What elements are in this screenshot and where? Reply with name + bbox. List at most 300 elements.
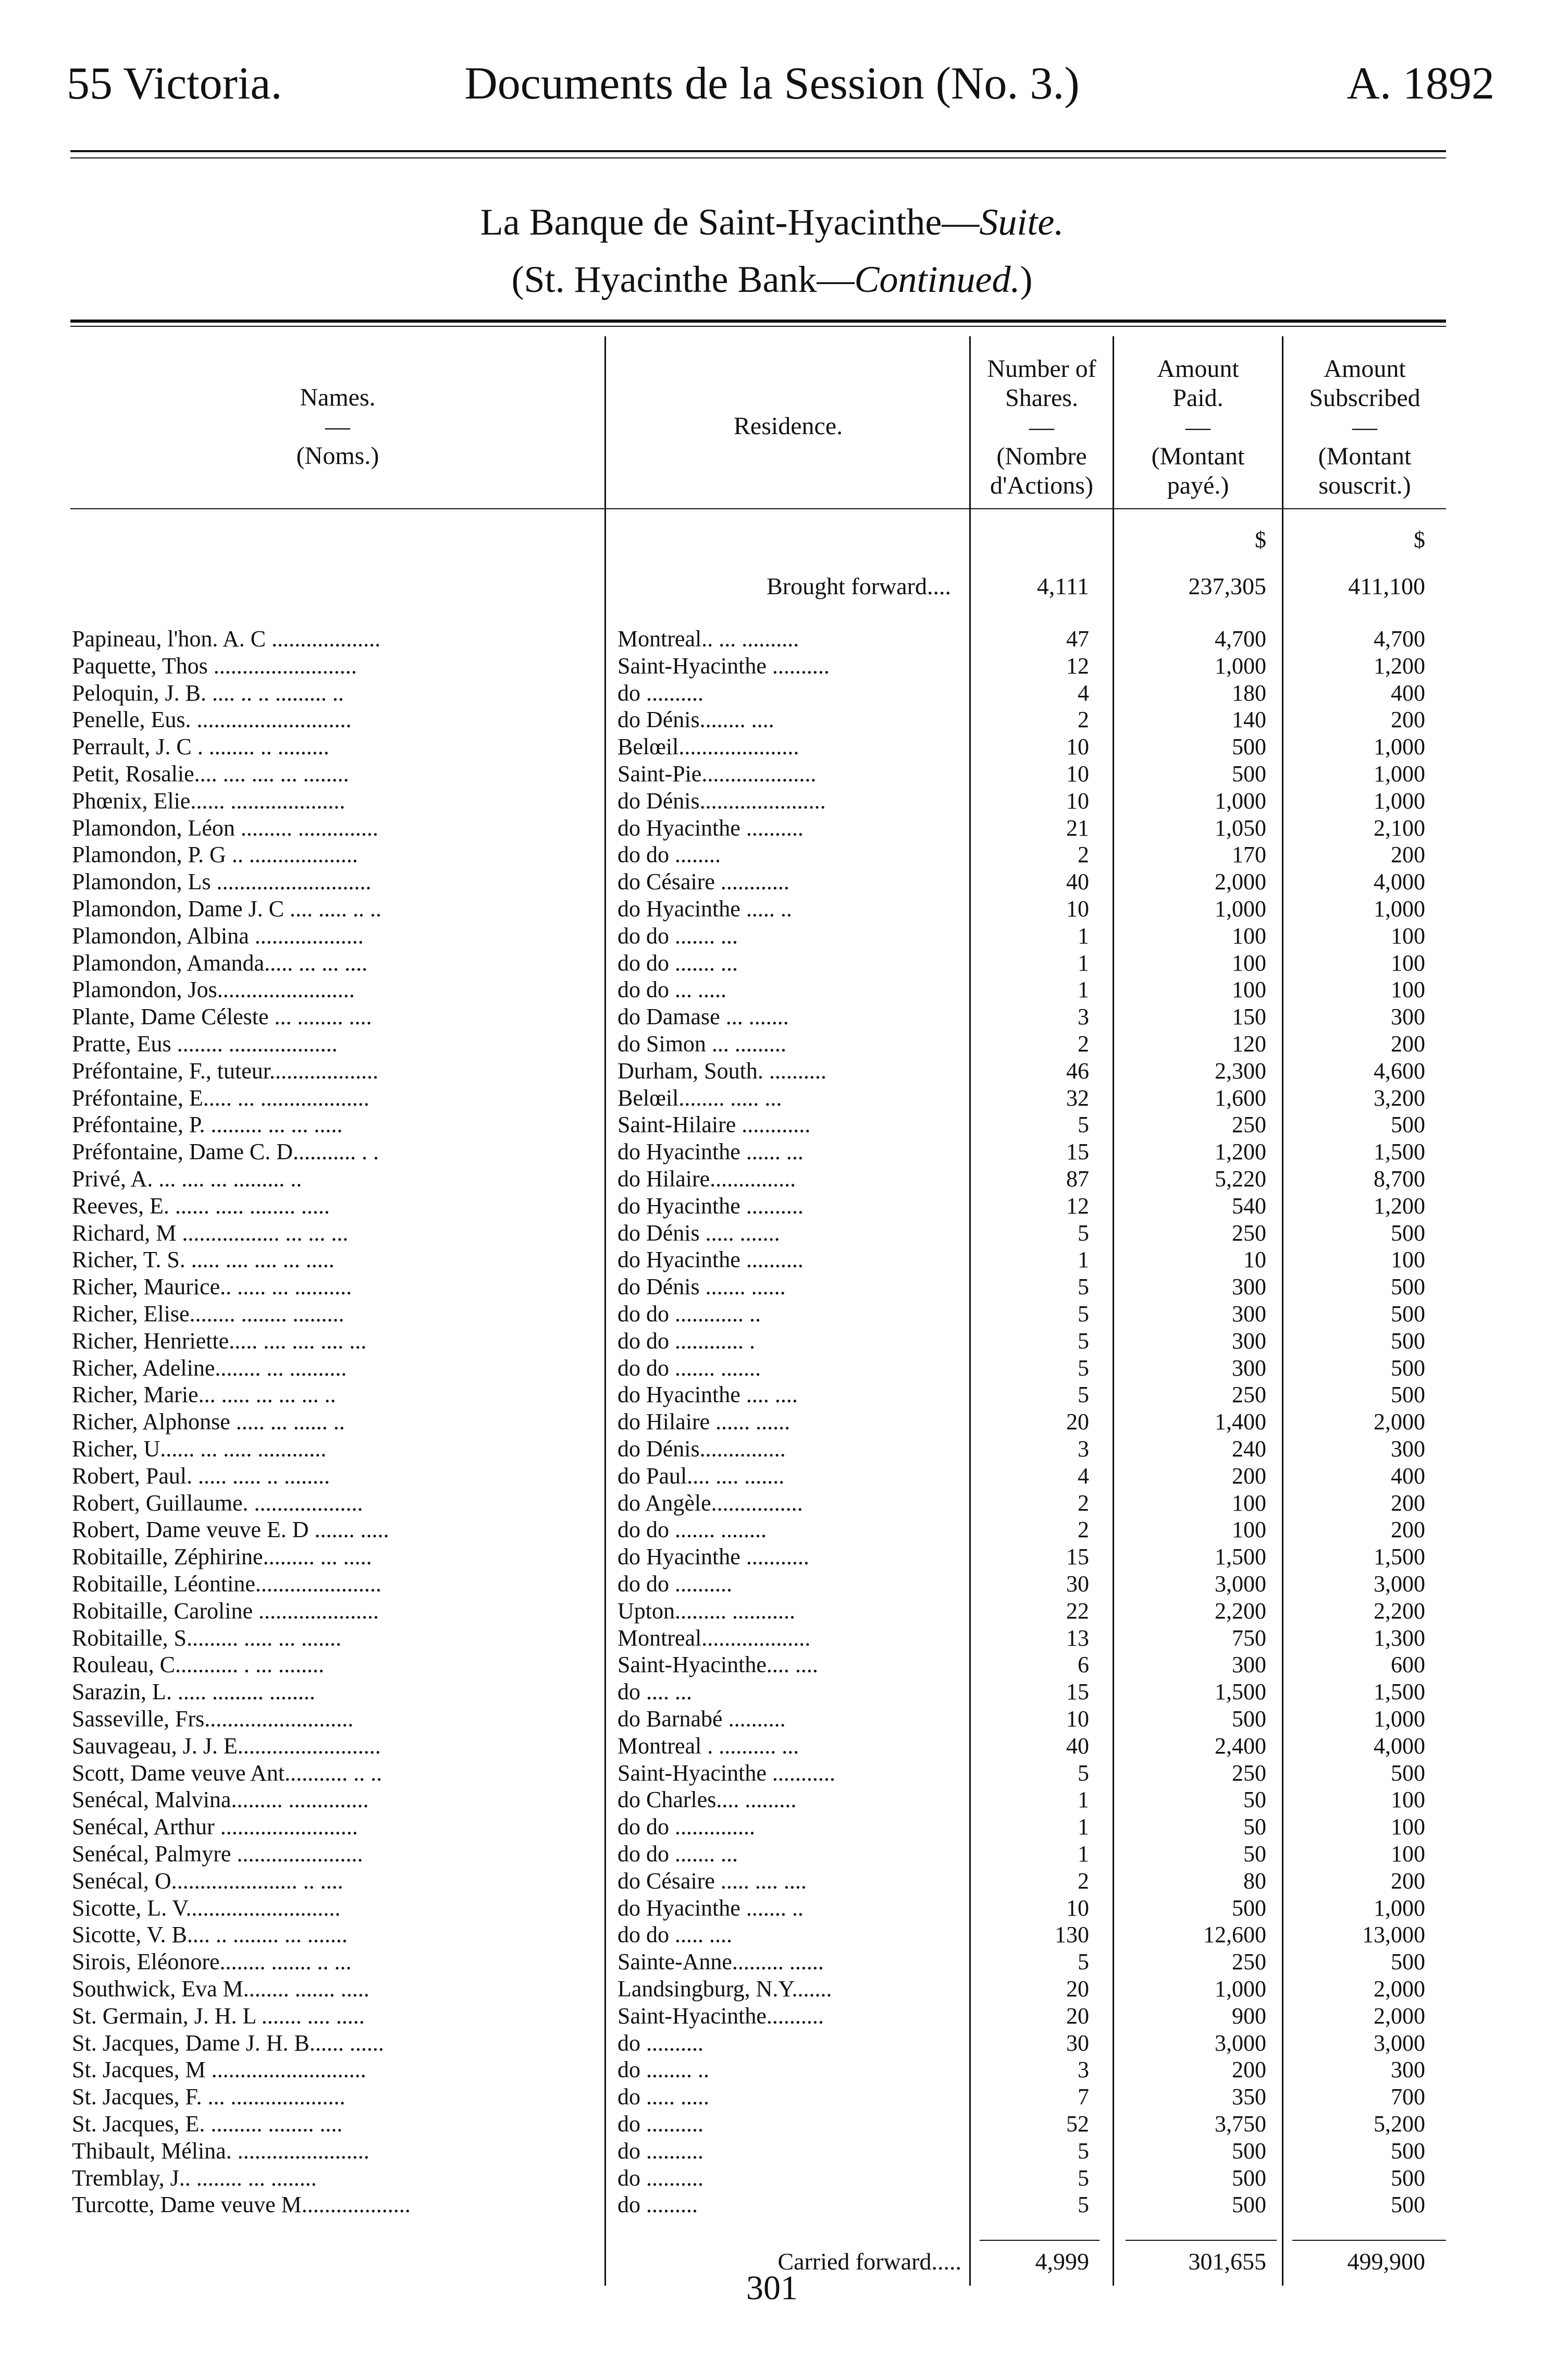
table-row [0,2083,1544,2111]
table-row [0,1868,1544,1895]
table-row [0,1490,1544,1517]
shareholder-name: Senécal, O...................... .. .... [72,1868,343,1894]
amount-subscribed: 100 [1391,1814,1425,1840]
amount-subscribed: 1,000 [1374,896,1425,922]
table-row [0,1193,1544,1220]
shareholder-residence: Belœil........ ..... ... [617,1085,782,1111]
shareholder-name: Richer, Adeline........ ... .......... [72,1355,347,1381]
shareholder-name: Petit, Rosalie.... .... .... ... ........ [72,761,349,787]
shares-count: 21 [1066,815,1089,841]
shares-count: 7 [1078,2084,1089,2110]
shares-count: 15 [1066,1679,1089,1705]
table-row [0,815,1544,842]
shares-count: 1 [1078,1247,1089,1273]
shareholder-residence: Montreal . .......... ... [617,1733,799,1759]
shares-count: 130 [1055,1922,1089,1948]
amount-paid: 1,200 [1215,1139,1266,1165]
amount-subscribed: 1,000 [1374,788,1425,814]
table-row [0,1760,1544,1787]
table-row [0,1921,1544,1948]
amount-paid: 1,000 [1215,1976,1266,2002]
shareholder-residence: do Charles.... ......... [617,1787,797,1813]
shares-count: 10 [1066,1706,1089,1732]
table-row [0,1381,1544,1408]
shareholder-name: Southwick, Eva M........ ....... ..... [72,1976,369,2002]
shareholder-residence: do Dénis............... [617,1436,786,1462]
amount-paid: 100 [1232,1490,1266,1516]
shareholder-residence: do Hilaire............... [617,1166,796,1192]
shareholder-residence: do Hyacinthe .... .... [617,1382,798,1408]
shareholder-name: Senécal, Arthur ........................ [72,1814,358,1840]
amount-paid: 1,500 [1215,1544,1266,1570]
shareholder-residence: do do ............ . [617,1328,755,1354]
shareholder-residence: do Dénis...................... [617,788,826,814]
amount-subscribed: 700 [1391,2084,1425,2110]
amount-paid: 2,200 [1215,1598,1266,1624]
column-header-shares-line: (Nombre [996,443,1087,470]
amount-subscribed: 100 [1391,1787,1425,1813]
shares-count: 2 [1078,842,1089,868]
amount-paid: 4,700 [1215,626,1266,652]
shares-count: 1 [1078,1814,1089,1840]
shareholder-residence: do Hilaire ...... ...... [617,1409,790,1435]
shareholder-name: Senécal, Palmyre ...................... [72,1841,363,1867]
carried-forward-label: Carried forward..... [777,2248,961,2275]
shareholder-name: Rouleau, C........... . ... ........ [72,1652,324,1678]
amount-paid: 200 [1232,2057,1266,2083]
shareholder-residence: Saint-Hilaire ............ [617,1112,811,1138]
shareholder-name: Turcotte, Dame veuve M................... [72,2192,411,2218]
shares-count: 5 [1078,2138,1089,2164]
currency-symbol-subscribed: $ [1414,527,1425,553]
shareholder-name: Phœnix, Elie...... .................... [72,788,345,814]
shareholder-residence: do Angèle................ [617,1490,803,1516]
shares-count: 5 [1078,1301,1089,1327]
amount-subscribed: 200 [1391,842,1425,868]
shareholder-name: Plante, Dame Céleste ... ........ .... [72,1004,372,1030]
shareholder-residence: do .......... [617,2111,703,2137]
shareholder-name: Privé, A. ... .... ... ......... .. [72,1166,302,1192]
shareholder-name: Richer, Elise........ ........ ......... [72,1301,344,1327]
shareholder-residence: do do .......... [617,1571,732,1597]
table-row [0,1003,1544,1030]
amount-paid: 500 [1232,2165,1266,2191]
table-row [0,1246,1544,1273]
amount-paid: 300 [1232,1355,1266,1381]
amount-subscribed: 3,200 [1374,1085,1425,1111]
shareholder-name: Scott, Dame veuve Ant........... .. .. [72,1760,382,1786]
amount-paid: 50 [1243,1787,1266,1813]
amount-subscribed: 500 [1391,1112,1425,1138]
amount-paid: 250 [1232,1949,1266,1975]
amount-subscribed: 100 [1391,950,1425,976]
shareholder-name: Robert, Guillaume. ................... [72,1490,363,1516]
shareholder-residence: do ........ .. [617,2057,709,2083]
shares-count: 10 [1066,761,1089,787]
column-header-names-line: — [325,413,350,440]
column-header-residence [607,412,969,441]
table-row [0,2165,1544,2192]
column-header-rule [70,508,1446,509]
amount-paid: 12,600 [1203,1922,1266,1948]
shareholder-residence: Montreal................... [617,1625,811,1651]
shareholder-name: St. Germain, J. H. L ....... .... ..... [72,2003,365,2029]
table-row [0,976,1544,1003]
amount-subscribed: 2,000 [1374,2003,1425,2029]
shareholder-residence: do Hyacinthe ........... [617,1544,809,1570]
table-row [0,2111,1544,2138]
amount-subscribed: 200 [1391,707,1425,733]
shareholder-residence: do Dénis ..... ....... [617,1220,780,1246]
column-header-shares-line: — [1029,413,1054,441]
table-row [0,1220,1544,1247]
shares-count: 30 [1066,1571,1089,1597]
shareholder-name: Robitaille, S......... ..... ... ....... [72,1625,341,1651]
shareholder-residence: do do ....... ........ [617,1517,767,1543]
amount-paid: 750 [1232,1625,1266,1651]
shares-count: 5 [1078,1949,1089,1975]
shareholder-residence: do Simon ... ......... [617,1031,786,1057]
shareholder-residence: do Hyacinthe .......... [617,1193,804,1219]
shares-count: 10 [1066,734,1089,760]
column-header-paid-line: Paid. [1172,384,1224,412]
amount-subscribed: 500 [1391,2192,1425,2218]
shares-count: 40 [1066,869,1089,895]
amount-subscribed: 500 [1391,1382,1425,1408]
shareholder-name: Senécal, Malvina......... .............. [72,1787,369,1813]
amount-subscribed: 100 [1391,923,1425,949]
column-header-names [72,383,603,471]
amount-paid: 500 [1232,761,1266,787]
table-row [0,1543,1544,1571]
shares-count: 47 [1066,626,1089,652]
shareholder-residence: do ......... [617,2192,698,2218]
shares-count: 46 [1066,1058,1089,1084]
shareholder-residence: Montreal.. ... .......... [617,626,799,652]
shareholder-residence: do Césaire ..... .... .... [617,1868,807,1894]
amount-paid: 500 [1232,2192,1266,2218]
amount-subscribed: 300 [1391,1004,1425,1030]
table-row [0,1625,1544,1652]
brought-forward-subscribed: 411,100 [1348,573,1425,599]
shareholder-residence: do do ....... ... [617,950,738,976]
shares-count: 30 [1066,2030,1089,2056]
shareholder-name: Sasseville, Frs.......................... [72,1706,354,1732]
shares-count: 5 [1078,1328,1089,1354]
shareholder-residence: do .... ... [617,1679,692,1705]
shareholder-residence: do Dénis ....... ...... [617,1274,786,1300]
column-header-paid-line: payé.) [1167,472,1229,499]
shareholder-name: Richer, Marie... ..... ... ... ... .. [72,1382,336,1408]
amount-subscribed: 1,500 [1374,1679,1425,1705]
shares-count: 20 [1066,2003,1089,2029]
amount-subscribed: 13,000 [1362,1922,1425,1948]
shareholder-name: Richer, T. S. ..... .... .... ... ..... [72,1247,335,1273]
shares-count: 20 [1066,1409,1089,1435]
totals-rule-shares [980,2240,1100,2241]
table-row [0,868,1544,895]
brought-forward-shares: 4,111 [1036,573,1089,599]
table-row [0,1895,1544,1922]
amount-subscribed: 4,000 [1374,1733,1425,1759]
amount-paid: 2,400 [1215,1733,1266,1759]
amount-subscribed: 300 [1391,1436,1425,1462]
column-header-subscribed-line: Amount [1324,355,1406,383]
shares-count: 87 [1066,1166,1089,1192]
shares-count: 4 [1078,680,1089,706]
amount-subscribed: 300 [1391,2057,1425,2083]
amount-subscribed: 2,100 [1374,815,1425,841]
amount-subscribed: 1,200 [1374,1193,1425,1219]
shareholder-name: Plamondon, Amanda..... ... ... .... [72,950,368,976]
shareholder-residence: do Damase ... ....... [617,1004,789,1030]
shareholder-residence: do Césaire ............ [617,869,789,895]
table-row [0,895,1544,923]
column-header-subscribed [1283,354,1446,500]
table-row [0,653,1544,680]
amount-subscribed: 1,000 [1374,1895,1425,1921]
shares-count: 1 [1078,977,1089,1003]
shares-count: 5 [1078,2165,1089,2191]
column-header-paid-line: — [1185,413,1211,441]
brought-forward-paid: 237,305 [1188,573,1266,599]
column-header-subscribed-line: Subscribed [1309,384,1421,412]
amount-subscribed: 500 [1391,1274,1425,1300]
shareholder-residence: do Paul.... .... ....... [617,1463,785,1489]
table-row [0,841,1544,868]
amount-paid: 140 [1232,707,1266,733]
amount-subscribed: 500 [1391,1220,1425,1246]
amount-paid: 3,000 [1215,1571,1266,1597]
table-row [0,2003,1544,2030]
shareholder-name: St. Jacques, M ........................... [72,2057,366,2083]
shareholder-name: Richer, Alphonse ..... ... ...... .. [72,1409,345,1435]
shareholder-name: St. Jacques, E. ......... ........ .... [72,2111,343,2137]
shareholder-name: Plamondon, Jos........................ [72,977,355,1003]
column-header-residence-line: Residence. [733,412,843,440]
amount-paid: 250 [1232,1112,1266,1138]
amount-paid: 170 [1232,842,1266,868]
table-row [0,1436,1544,1463]
shareholder-residence: Durham, South. .......... [617,1058,826,1084]
shareholder-name: Préfontaine, P. ......... ... ... ..... [72,1112,343,1138]
table-row [0,1030,1544,1058]
table-row [0,1976,1544,2003]
column-header-shares-line: d'Actions) [990,472,1093,499]
shares-count: 5 [1078,1220,1089,1246]
shares-count: 13 [1066,1625,1089,1651]
shareholder-residence: do Hyacinthe ...... ... [617,1139,804,1165]
shareholder-residence: Belœil..................... [617,734,799,760]
amount-paid: 240 [1232,1436,1266,1462]
shareholder-name: St. Jacques, F. ... .................... [72,2084,345,2110]
table-row [0,788,1544,815]
amount-subscribed: 8,700 [1374,1166,1425,1192]
table-row [0,2191,1544,2218]
shareholder-name: Plamondon, Dame J. C .... ..... .. .. [72,896,381,922]
amount-subscribed: 1,500 [1374,1544,1425,1570]
table-rule-top-thin [70,326,1446,327]
shareholder-residence: Saint-Hyacinthe ........... [617,1760,835,1786]
shares-count: 5 [1078,1112,1089,1138]
amount-subscribed: 1,300 [1374,1625,1425,1651]
shareholder-residence: do do ....... ....... [617,1355,761,1381]
shares-count: 1 [1078,950,1089,976]
amount-subscribed: 500 [1391,1355,1425,1381]
amount-paid: 300 [1232,1274,1266,1300]
shares-count: 2 [1078,707,1089,733]
table-rule-top [70,320,1446,323]
amount-paid: 350 [1232,2084,1266,2110]
amount-subscribed: 1,500 [1374,1139,1425,1165]
shareholder-name: Thibault, Mélina. ....................... [72,2138,369,2164]
shareholder-name: Perrault, J. C . ........ .. ......... [72,734,329,760]
shareholder-residence: Saint-Hyacinthe.... .... [617,1652,818,1678]
header-year: A. 1892 [1347,58,1494,109]
carried-forward-shares: 4,999 [1035,2248,1089,2275]
shareholder-name: Préfontaine, E..... ... ................... [72,1085,369,1111]
carried-forward-paid: 301,655 [1188,2248,1266,2275]
shareholder-name: Peloquin, J. B. .... .. .. ......... .. [72,680,344,706]
shareholder-name: Robitaille, Caroline ..................... [72,1598,379,1624]
totals-rule-paid [1126,2240,1277,2241]
amount-subscribed: 500 [1391,1760,1425,1786]
shareholder-residence: Saint-Hyacinthe.......... [617,2003,824,2029]
amount-subscribed: 400 [1391,680,1425,706]
amount-paid: 2,300 [1215,1058,1266,1084]
shareholder-residence: do do ..... .... [617,1922,732,1948]
table-row [0,1678,1544,1706]
amount-paid: 200 [1232,1463,1266,1489]
amount-paid: 500 [1232,2138,1266,2164]
amount-subscribed: 4,000 [1374,869,1425,895]
amount-subscribed: 500 [1391,2165,1425,2191]
amount-paid: 900 [1232,2003,1266,2029]
shares-count: 5 [1078,1274,1089,1300]
shareholder-name: Plamondon, P. G .. ................... [72,842,358,868]
amount-paid: 180 [1232,680,1266,706]
amount-paid: 1,050 [1215,815,1266,841]
bank-title-english-main: (St. Hyacinthe Bank— [511,259,855,300]
table-row [0,1733,1544,1760]
amount-subscribed: 100 [1391,977,1425,1003]
shares-count: 2 [1078,1868,1089,1894]
shareholder-residence: do .......... [617,680,703,706]
amount-paid: 1,000 [1215,896,1266,922]
shareholder-residence: Saint-Hyacinthe .......... [617,653,830,679]
amount-paid: 50 [1243,1814,1266,1840]
table-row [0,680,1544,707]
shareholder-name: Plamondon, Léon ......... .............. [72,815,378,841]
shareholder-name: Tremblay, J.. ........ ... ........ [72,2165,317,2191]
shareholder-name: Robert, Dame veuve E. D ....... ..... [72,1517,389,1543]
shares-count: 12 [1066,1193,1089,1219]
bank-title-english-close: ) [1020,259,1033,300]
bank-title-french [0,201,1544,244]
shareholder-residence: do Hyacinthe ....... .. [617,1895,804,1921]
shareholder-name: Sirois, Eléonore........ ....... .. ... [72,1949,352,1975]
column-header-shares [971,354,1113,500]
table-row [0,2138,1544,2165]
amount-paid: 1,000 [1215,653,1266,679]
shares-count: 5 [1078,1382,1089,1408]
amount-paid: 100 [1232,923,1266,949]
amount-subscribed: 200 [1391,1868,1425,1894]
amount-paid: 500 [1232,1895,1266,1921]
shareholder-residence: Landsingburg, N.Y....... [617,1976,832,2002]
header-document-title: Documents de la Session (No. 3.) [464,58,1080,109]
amount-paid: 300 [1232,1301,1266,1327]
bank-title-english-suffix: Continued. [854,259,1020,300]
amount-paid: 2,000 [1215,869,1266,895]
shareholder-residence: Upton......... ........... [617,1598,795,1624]
shares-count: 5 [1078,1355,1089,1381]
amount-subscribed: 100 [1391,1247,1425,1273]
table-row [0,1598,1544,1625]
shareholder-name: Richer, Maurice.. ..... ... .......... [72,1274,352,1300]
column-header-paid [1114,354,1282,500]
brought-forward-label: Brought forward.... [767,573,951,599]
amount-paid: 100 [1232,977,1266,1003]
column-header-names-line: Names. [300,384,376,411]
table-row [0,625,1544,653]
shares-count: 1 [1078,1787,1089,1813]
shareholder-name: Préfontaine, Dame C. D........... . . [72,1139,379,1165]
table-row [0,760,1544,788]
shareholder-name: Paquette, Thos ......................... [72,653,357,679]
amount-paid: 100 [1232,1517,1266,1543]
shareholder-residence: do do ... ..... [617,977,726,1003]
shares-count: 5 [1078,1760,1089,1786]
amount-paid: 3,000 [1215,2030,1266,2056]
shareholder-name: Préfontaine, F., tuteur................... [72,1058,378,1084]
shareholder-name: Robitaille, Zéphirine......... ... ..... [72,1544,372,1570]
shareholder-residence: Saint-Pie.................... [617,761,817,787]
amount-paid: 1,000 [1215,788,1266,814]
amount-paid: 1,500 [1215,1679,1266,1705]
amount-paid: 3,750 [1215,2111,1266,2137]
amount-subscribed: 1,000 [1374,761,1425,787]
bank-title-french-suffix: Suite. [979,201,1064,243]
amount-subscribed: 4,600 [1374,1058,1425,1084]
shareholder-name: Richer, U...... ... ..... ............ [72,1436,327,1462]
amount-subscribed: 200 [1391,1490,1425,1516]
bank-title-french-main: La Banque de Saint-Hyacinthe— [480,201,980,243]
shareholder-name: Richard, M ................. ... ... ... [72,1220,349,1246]
amount-subscribed: 1,000 [1374,734,1425,760]
table-row [0,1273,1544,1301]
table-row [0,1301,1544,1328]
carried-forward-subscribed: 499,900 [1347,2248,1425,2275]
table-row [0,1948,1544,1976]
column-header-shares-line: Number of [987,355,1096,383]
column-header-paid-line: Amount [1157,355,1239,383]
shareholder-residence: do .......... [617,2138,703,2164]
table-row [0,1571,1544,1598]
column-header-subscribed-line: souscrit.) [1318,472,1411,499]
shares-count: 1 [1078,923,1089,949]
shares-count: 2 [1078,1517,1089,1543]
shares-count: 2 [1078,1490,1089,1516]
amount-subscribed: 200 [1391,1517,1425,1543]
shares-count: 15 [1066,1139,1089,1165]
amount-subscribed: 500 [1391,2138,1425,2164]
shares-count: 5 [1078,2192,1089,2218]
amount-subscribed: 500 [1391,1328,1425,1354]
shareholder-name: Sicotte, L. V........................... [72,1895,341,1921]
table-row [0,1355,1544,1382]
header-rule-top [70,150,1446,152]
